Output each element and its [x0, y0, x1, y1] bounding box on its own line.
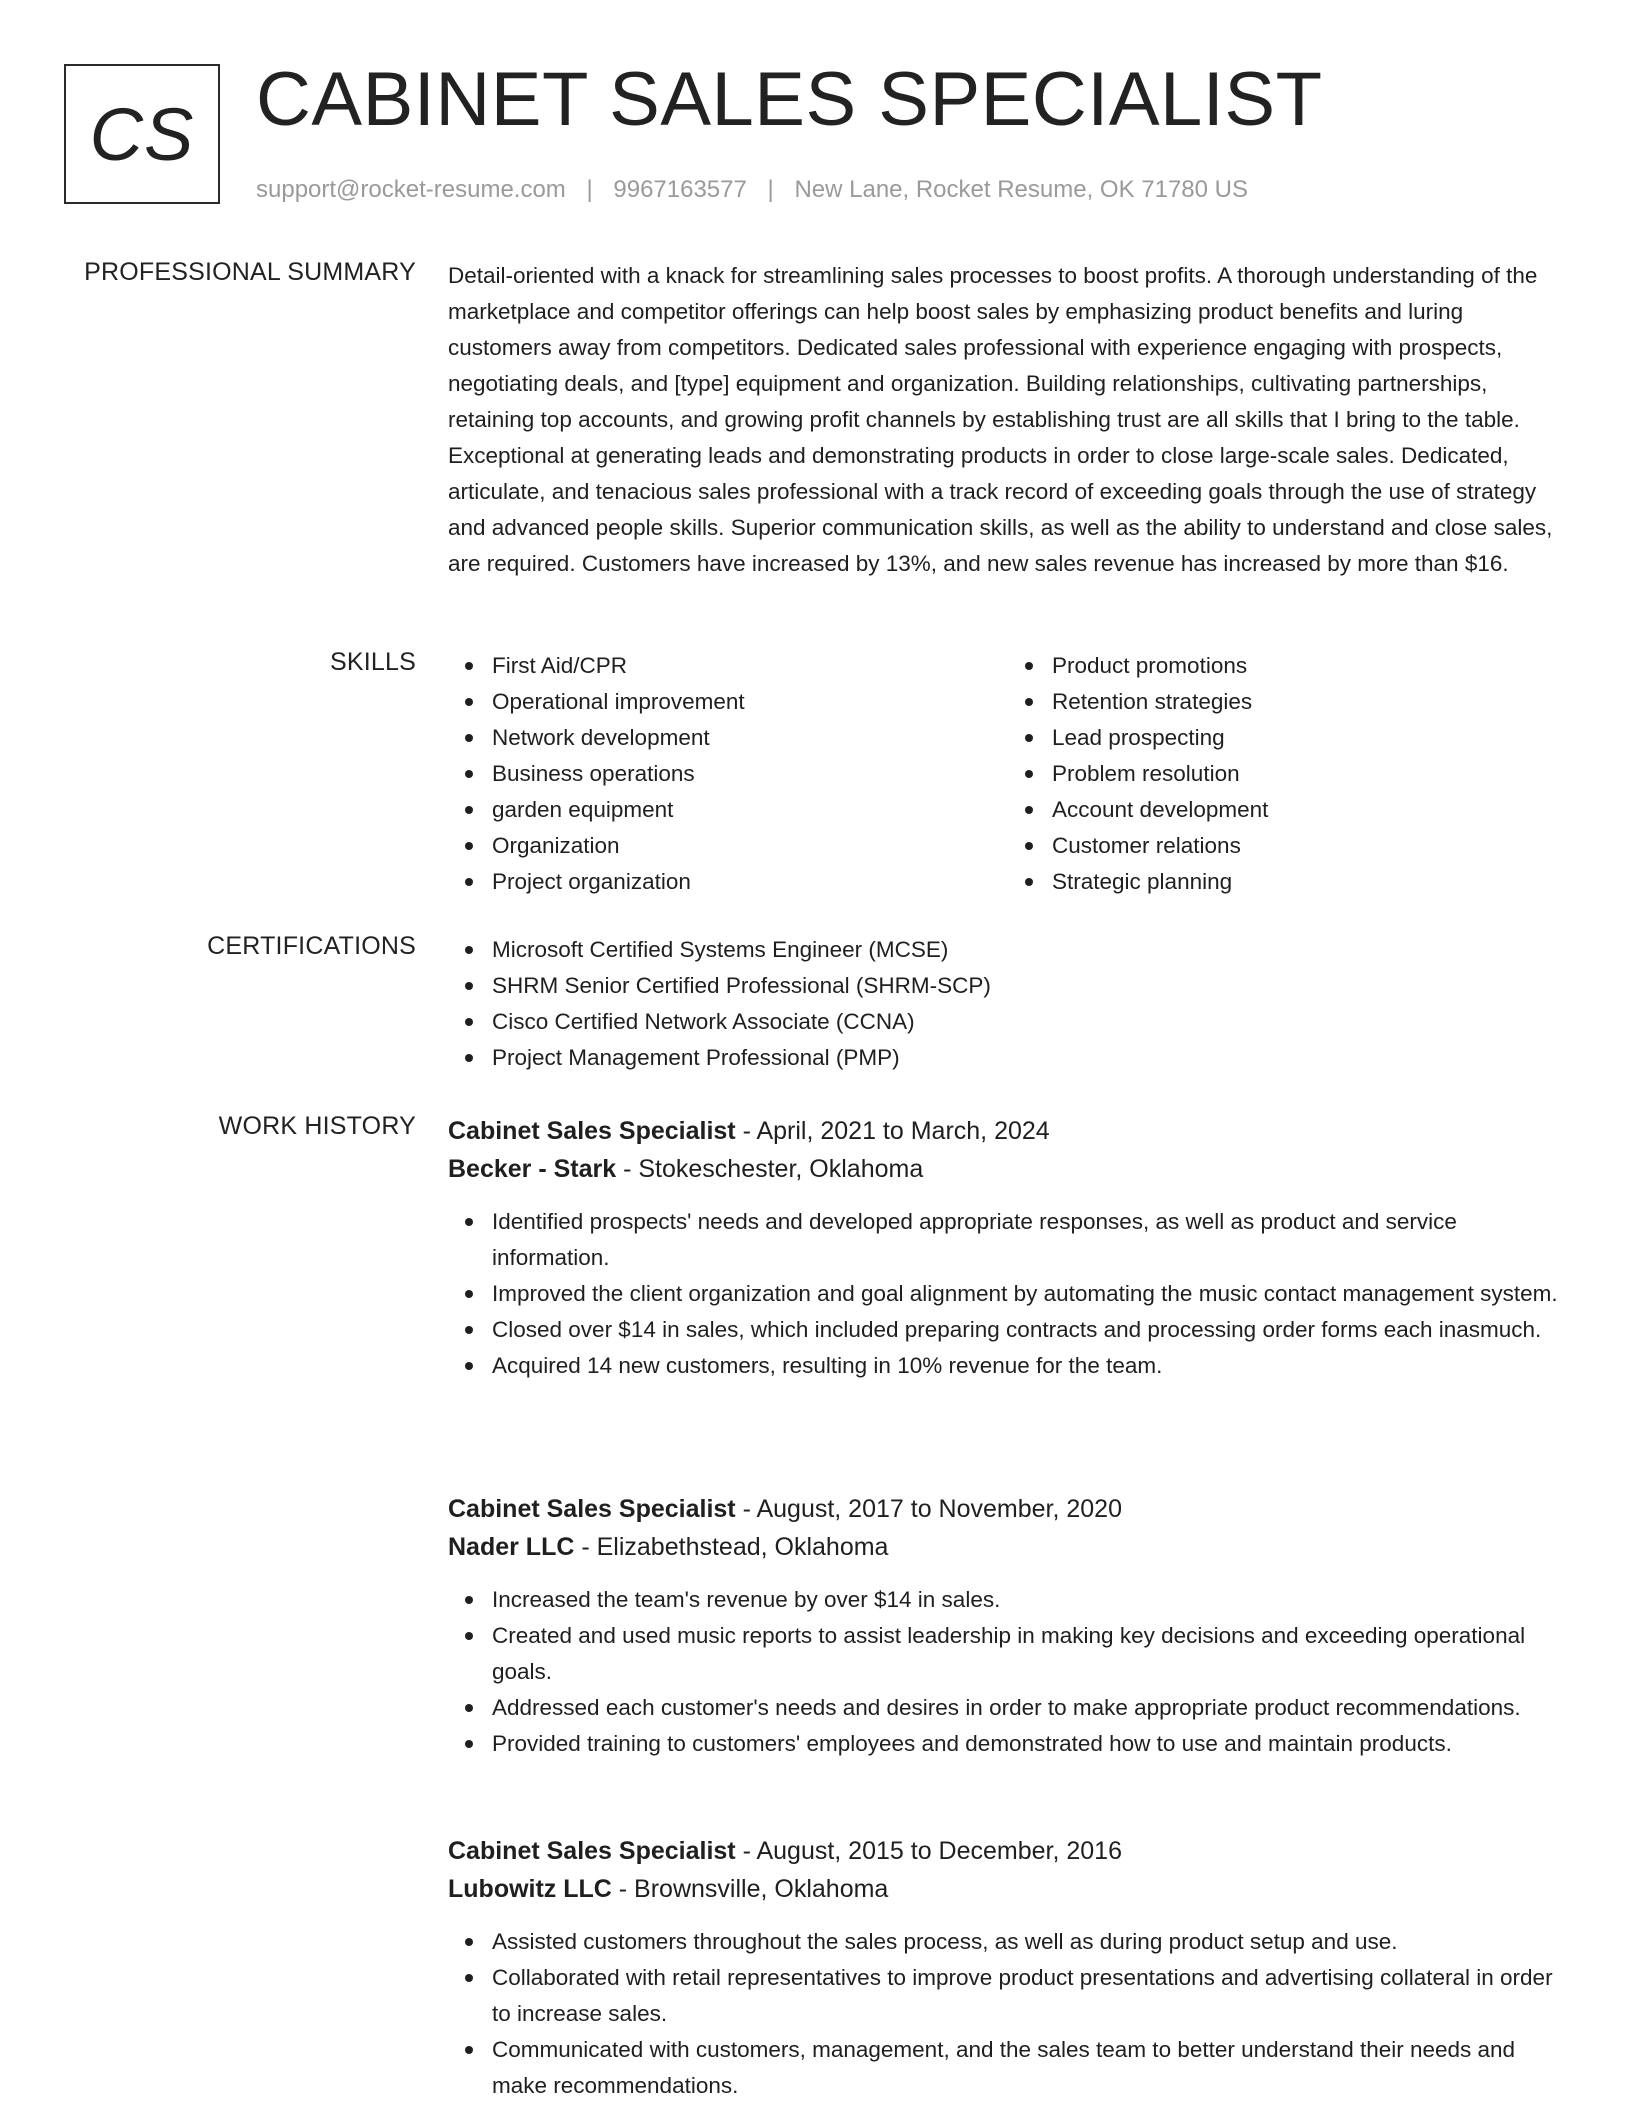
job-bullet: Closed over $14 in sales, which included preparing contracts and processing order forms each inasmuch.	[492, 1312, 1568, 1348]
job-dates: - April, 2021 to March, 2024	[735, 1117, 1050, 1145]
job-bullet: Communicated with customers, management, and the sales team to better understand their needs and make recommendations.	[492, 2032, 1568, 2104]
job-bullet: Improved the client organization and goal alignment by automating the music contact management system.	[492, 1276, 1568, 1312]
job-company-line	[448, 1528, 1568, 1566]
job-bullet: Identified prospects' needs and developed appropriate responses, as well as product and service information.	[492, 1204, 1568, 1276]
skills-body	[448, 648, 1568, 900]
job-title-line	[448, 1490, 1568, 1528]
resume-header	[64, 57, 1568, 214]
resume-title: CABINET SALES SPECIALIST	[256, 57, 1323, 142]
job-dates: - August, 2017 to November, 2020	[735, 1495, 1122, 1523]
job-dates: - August, 2015 to December, 2016	[735, 1837, 1122, 1865]
job-company-line	[448, 1150, 1568, 1188]
work-history-heading: WORK HISTORY	[218, 1112, 416, 1140]
contact-separator: |	[767, 176, 774, 203]
skill-item: Business operations	[492, 756, 1008, 792]
skill-item: Project organization	[492, 864, 1008, 900]
job-bullet: Increased the team's revenue by over $14 in sales.	[492, 1582, 1568, 1618]
skills-heading: SKILLS	[330, 648, 416, 676]
monogram-badge: CS	[64, 64, 220, 204]
job-bullets	[448, 1582, 1568, 1762]
job-bullets	[448, 1924, 1568, 2104]
certification-item: Project Management Professional (PMP)	[492, 1040, 1568, 1076]
skill-item: Strategic planning	[1052, 864, 1568, 900]
job-entry	[448, 1490, 1568, 1762]
job-bullet: Addressed each customer's needs and desires in order to make appropriate product recommendations.	[492, 1690, 1568, 1726]
summary-text: Detail-oriented with a knack for streamlining sales processes to boost profits. A thorough understanding of the marketplace and competitor offerings can help boost sales by emphasizing product benefits and luring customers away from competitors. Dedicated sales professional with experience engaging with prospects, negotiating deals, and [type] equipment and organization. Building relationships, cultivating partnerships, retaining top accounts, and growing profit channels by establishing trust are all skills that I bring to the table. Exceptional at generating leads and demonstrating products in order to close large-scale sales. Dedicated, articulate, and tenacious sales professional with a track record of exceeding goals through the use of strategy and advanced people skills. Superior communication skills, as well as the ability to understand and close sales, are required. Customers have increased by 13%, and new sales revenue has increased by more than $16.	[448, 263, 1553, 576]
contact-email[interactable]: support@rocket-resume.com	[256, 176, 566, 203]
contact-address: New Lane, Rocket Resume, OK 71780 US	[794, 176, 1248, 203]
job-title-line	[448, 1832, 1568, 1870]
certifications-body	[448, 932, 1568, 1076]
skill-item: Customer relations	[1052, 828, 1568, 864]
job-bullet: Acquired 14 new customers, resulting in 10% revenue for the team.	[492, 1348, 1568, 1384]
summary-heading: PROFESSIONAL SUMMARY	[84, 258, 416, 286]
job-bullet: Created and used music reports to assist leadership in making key decisions and exceeding operational goals.	[492, 1618, 1568, 1690]
job-role: Cabinet Sales Specialist	[448, 1837, 736, 1865]
skills-grid	[448, 648, 1568, 900]
skills-list-right	[1008, 648, 1568, 900]
job-entry	[448, 1112, 1568, 1384]
job-company: Becker - Stark	[448, 1155, 617, 1183]
job-company: Lubowitz LLC	[448, 1875, 612, 1903]
job-location: - Stokeschester, Oklahoma	[616, 1155, 924, 1183]
skill-item: Lead prospecting	[1052, 720, 1568, 756]
job-company: Nader LLC	[448, 1533, 575, 1561]
skill-item: Network development	[492, 720, 1008, 756]
contact-separator: |	[586, 176, 593, 203]
certifications-list	[448, 932, 1568, 1076]
job-bullet: Assisted customers throughout the sales process, as well as during product setup and use.	[492, 1924, 1568, 1960]
job-location: - Brownsville, Oklahoma	[611, 1875, 889, 1903]
skill-item: First Aid/CPR	[492, 648, 1008, 684]
summary-body	[448, 258, 1568, 582]
job-title-line	[448, 1112, 1568, 1150]
skill-item: Product promotions	[1052, 648, 1568, 684]
skill-item: Account development	[1052, 792, 1568, 828]
certification-item: Microsoft Certified Systems Engineer (MCSE)	[492, 932, 1568, 968]
skill-item: garden equipment	[492, 792, 1008, 828]
skill-item: Retention strategies	[1052, 684, 1568, 720]
job-location: - Elizabethstead, Oklahoma	[574, 1533, 889, 1561]
certification-item: Cisco Certified Network Associate (CCNA)	[492, 1004, 1568, 1040]
skill-item: Operational improvement	[492, 684, 1008, 720]
job-role: Cabinet Sales Specialist	[448, 1495, 736, 1523]
contact-line	[256, 176, 1248, 204]
job-role: Cabinet Sales Specialist	[448, 1117, 736, 1145]
job-bullet: Collaborated with retail representatives to improve product presentations and advertising collateral in order to increase sales.	[492, 1960, 1568, 2032]
skills-list-left	[448, 648, 1008, 900]
contact-phone[interactable]: 9967163577	[613, 176, 747, 203]
job-entry	[448, 1832, 1568, 2104]
job-bullet: Provided training to customers' employees and demonstrated how to use and maintain products.	[492, 1726, 1568, 1762]
skill-item: Problem resolution	[1052, 756, 1568, 792]
job-company-line	[448, 1870, 1568, 1908]
certifications-heading: CERTIFICATIONS	[207, 932, 416, 960]
skill-item: Organization	[492, 828, 1008, 864]
certification-item: SHRM Senior Certified Professional (SHRM-SCP)	[492, 968, 1568, 1004]
job-bullets	[448, 1204, 1568, 1384]
